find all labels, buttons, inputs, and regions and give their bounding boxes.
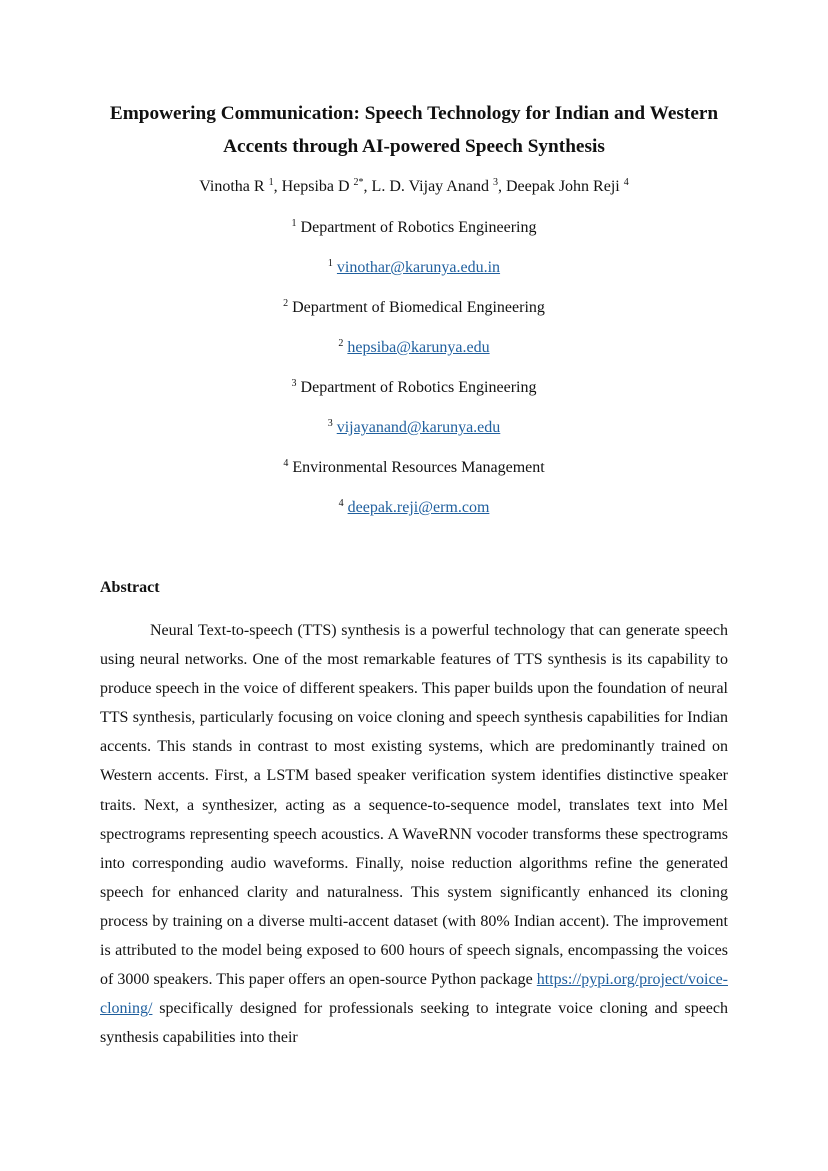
affiliation-email [60, 498, 768, 518]
abstract-paragraph [100, 616, 728, 1052]
department-name: Environmental Resources Management [292, 459, 545, 476]
affiliation-email [60, 338, 768, 358]
author-name: Deepak John Reji [505, 178, 620, 195]
author-affiliation-marker: 2* [353, 177, 364, 188]
abstract-text-continued: specifically designed for professionals seeking to integrate voice cloning and speech synthesis capabilities into their [100, 1000, 728, 1047]
department-name: Department of Biomedical Engineering [292, 299, 545, 316]
abstract-text: Neural Text-to-speech (TTS) synthesis is a powerful technology that can generate speech using neural networks. One of the most remarkable features of TTS synthesis is its capability to produce speech in the voice of different speakers. This paper builds upon the foundation of neural TTS synthesis, particularly focusing on voice cloning and speech synthesis capabilities for Indian accents. This stands in contrast to most existing systems, which are predominantly trained on Western accents. First, a LSTM based speaker verification system identifies distinctive speaker traits. Next, a synthesizer, acting as a sequence-to-sequence model, translates text into Mel spectrograms representing speech acoustics. A WaveRNN vocoder transforms these spectrograms into corresponding audio waveforms. Finally, noise reduction algorithms refine the generated speech for enhanced clarity and naturalness. This system significantly enhanced its cloning process by training on a diverse multi-accent dataset (with 80% Indian accent). The improvement is attributed to the model being exposed to 600 hours of speech signals, encompassing the voices of 3000 speakers. This paper offers an open-source Python package [100, 622, 728, 989]
affiliation-number: 4 [338, 498, 344, 509]
author-affiliation-marker: 3 [492, 177, 498, 188]
affiliation-number: 4 [283, 458, 289, 469]
email-link[interactable]: vinothar@karunya.edu.in [336, 259, 501, 276]
author-name: Hepsiba D [281, 178, 350, 195]
author-name: L. D. Vijay Anand [371, 178, 489, 195]
author-list [60, 177, 768, 197]
author-separator: , [273, 178, 282, 195]
author-affiliation-marker: 1 [268, 177, 274, 188]
department-name: Department of Robotics Engineering [300, 379, 537, 396]
affiliation-department [60, 298, 768, 318]
author-separator: , [497, 178, 506, 195]
email-link[interactable]: deepak.reji@erm.com [347, 499, 490, 516]
affiliation-department [60, 218, 768, 238]
affiliation-email [60, 258, 768, 278]
affiliation-number: 1 [327, 258, 333, 269]
affiliation-email [60, 418, 768, 438]
email-link[interactable]: vijayanand@karunya.edu [336, 419, 501, 436]
email-link[interactable]: hepsiba@karunya.edu [347, 339, 490, 356]
affiliation-number: 1 [291, 218, 297, 229]
department-name: Department of Robotics Engineering [300, 219, 537, 236]
affiliation-number: 2 [283, 298, 289, 309]
affiliation-number: 2 [338, 338, 344, 349]
author-separator: , [363, 178, 372, 195]
affiliation-department [60, 458, 768, 478]
title-line-1: Empowering Communication: Speech Technology for Indian and Western [109, 103, 719, 124]
paper-title [70, 97, 758, 163]
affiliation-number: 3 [291, 378, 297, 389]
author-name: Vinotha R [199, 178, 265, 195]
package-link[interactable]: https://pypi.org/project/voice-cloning/ [100, 971, 728, 1018]
author-affiliation-marker: 4 [623, 177, 629, 188]
affiliation-number: 3 [327, 418, 333, 429]
title-line-2: Accents through AI-powered Speech Synthesis [223, 136, 605, 157]
affiliation-department [60, 378, 768, 398]
abstract-heading: Abstract [100, 579, 160, 596]
